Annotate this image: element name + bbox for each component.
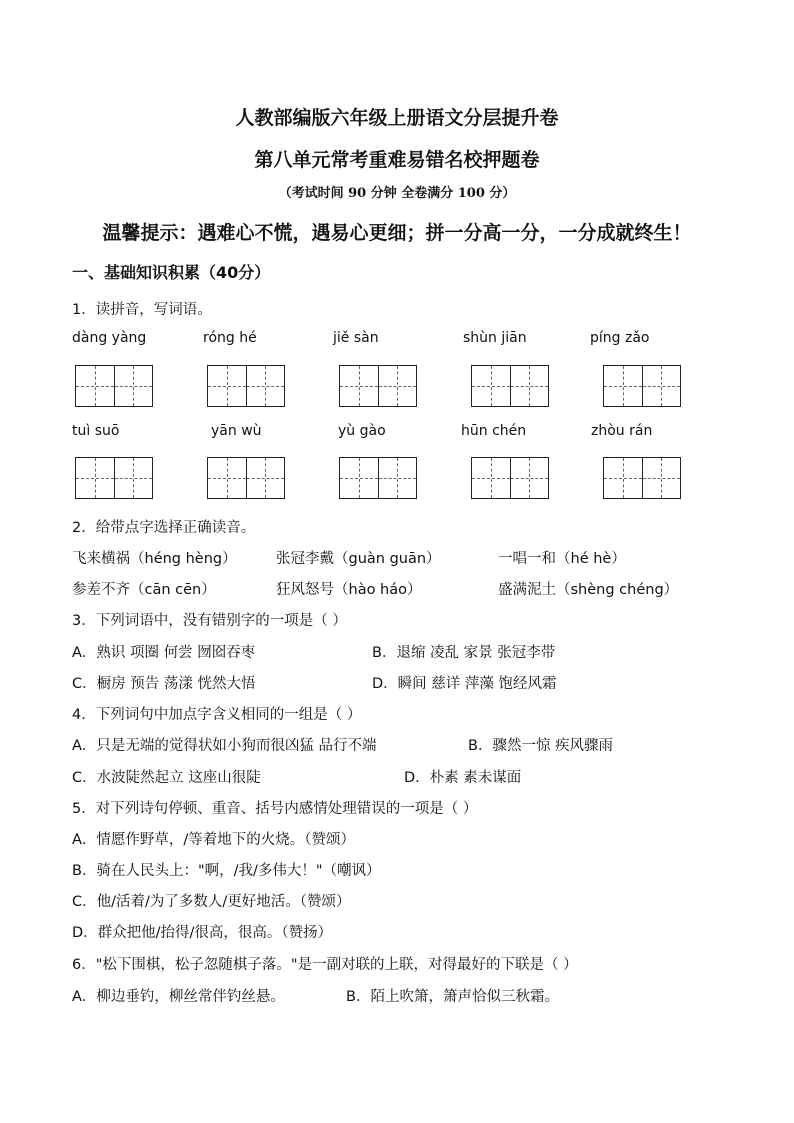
tianzige-answer-box[interactable] — [471, 457, 549, 499]
pronunciation-item: 狂风怒号（hào háo） — [276, 582, 422, 598]
pinyin-label: yù gào — [338, 423, 386, 439]
tianzige-answer-box[interactable] — [603, 365, 681, 407]
pinyin-label: róng hé — [203, 330, 257, 346]
pronunciation-item: 参差不齐（cān cēn） — [72, 582, 216, 598]
option-d[interactable]: D．瞬间 慈详 萍藻 饱经风霜 — [372, 676, 557, 692]
option-c[interactable]: C．他/活着/为了多数人/更好地活。（赞颂） — [72, 894, 351, 910]
pinyin-label: dàng yàng — [72, 330, 147, 346]
tianzige-answer-box[interactable] — [207, 457, 285, 499]
section-heading: 一、基础知识积累（40分） — [72, 263, 271, 282]
option-a[interactable]: A．情愿作野草，/等着地下的火烧。（赞颂） — [72, 832, 356, 848]
tianzige-answer-box[interactable] — [75, 365, 153, 407]
pronunciation-item: 盛满泥土（shèng chéng） — [498, 582, 679, 598]
option-c[interactable]: C．橱房 预告 荡漾 恍然大悟 — [72, 676, 256, 692]
page-subtitle: 第八单元常考重难易错名校押题卷 — [254, 149, 540, 171]
exam-info: （考试时间 90 分钟 全卷满分 100 分） — [278, 186, 516, 201]
question-5-stem: 5．对下列诗句停顿、重音、括号内感情处理错误的一项是（ ） — [72, 801, 478, 817]
pinyin-label: hūn chén — [461, 423, 527, 439]
option-a[interactable]: A．只是无端的觉得状如小狗而很凶猛 品行不端 — [72, 738, 377, 754]
option-b[interactable]: B．骑在人民头上："啊，/我/多伟大！"（嘲讽） — [72, 863, 381, 879]
pinyin-label: jiě sàn — [333, 330, 379, 346]
pronunciation-item: 飞来横祸（héng hèng） — [72, 551, 237, 567]
tianzige-answer-box[interactable] — [207, 365, 285, 407]
tianzige-answer-box[interactable] — [603, 457, 681, 499]
question-2-stem: 2．给带点字选择正确读音。 — [72, 520, 256, 536]
option-a[interactable]: A．熟识 项圈 何尝 囫囵吞枣 — [72, 645, 256, 661]
pinyin-label: tuì suō — [72, 423, 120, 439]
page-title: 人教部编版六年级上册语文分层提升卷 — [235, 107, 559, 129]
pinyin-label: yān wù — [211, 423, 262, 439]
option-b[interactable]: B．陌上吹箫，箫声恰似三秋霜。 — [346, 989, 559, 1005]
pronunciation-item: 一唱一和（hé hè） — [498, 551, 626, 567]
pinyin-label: shùn jiān — [463, 330, 527, 346]
tip-banner: 温馨提示：遇难心不慌，遇易心更细；拼一分高一分，一分成就终生！ — [102, 222, 692, 244]
question-6-stem: 6．"松下围棋，松子忽随棋子落。"是一副对联的上联，对得最好的下联是（ ） — [72, 957, 578, 973]
question-3-stem: 3．下列词语中，没有错别字的一项是（ ） — [72, 613, 347, 629]
option-b[interactable]: B．退缩 凌乱 家景 张冠李带 — [372, 645, 556, 661]
tianzige-answer-box[interactable] — [471, 365, 549, 407]
option-c[interactable]: C．水波陡然起立 这座山很陡 — [72, 770, 261, 786]
tianzige-answer-box[interactable] — [339, 457, 417, 499]
pinyin-label: zhòu rán — [591, 423, 653, 439]
tianzige-answer-box[interactable] — [339, 365, 417, 407]
question-4-stem: 4．下列词句中加点字含义相同的一组是（ ） — [72, 707, 362, 723]
option-d[interactable]: D．群众把他/抬得/很高，很高。（赞扬） — [72, 925, 333, 941]
pinyin-label: píng zǎo — [590, 330, 650, 346]
tianzige-answer-box[interactable] — [75, 457, 153, 499]
option-a[interactable]: A．柳边垂钓，柳丝常伴钓丝悬。 — [72, 989, 285, 1005]
option-b[interactable]: B．骤然一惊 疾风骤雨 — [468, 738, 614, 754]
option-d[interactable]: D．朴素 素未谋面 — [404, 770, 522, 786]
question-1-stem: 1．读拼音，写词语。 — [72, 302, 212, 318]
pronunciation-item: 张冠李戴（guàn guān） — [276, 551, 441, 567]
